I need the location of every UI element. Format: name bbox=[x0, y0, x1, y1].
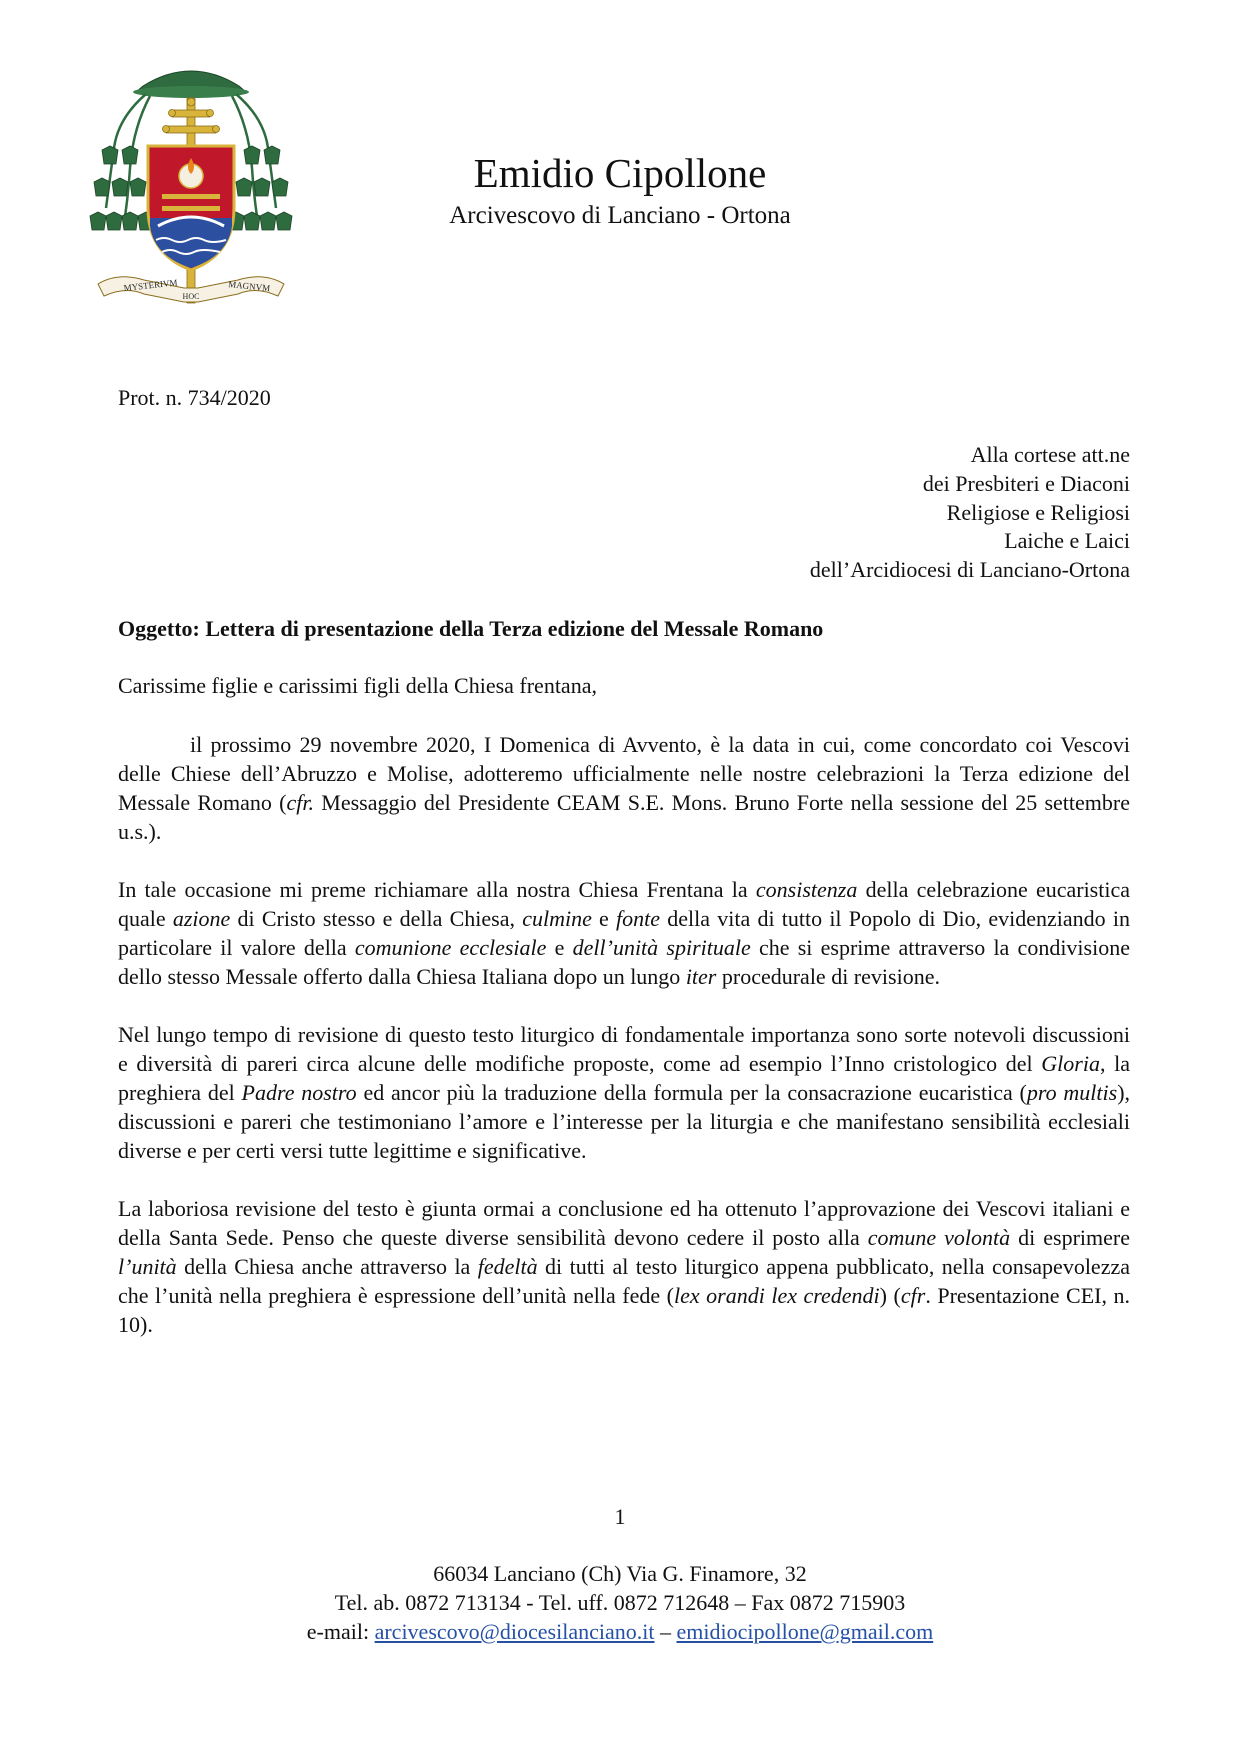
body-paragraph bbox=[118, 875, 1130, 991]
paragraph-text: della Chiesa anche attraverso la bbox=[176, 1254, 478, 1279]
motto-left: MYSTERIVM bbox=[123, 277, 178, 293]
page-number: 1 bbox=[614, 1504, 626, 1529]
italic-text: lex orandi lex credendi bbox=[673, 1283, 880, 1308]
recipients-block bbox=[810, 441, 1130, 585]
footer-address: 66034 Lanciano (Ch) Via G. Finamore, 32 bbox=[433, 1561, 807, 1586]
protocol-number: Prot. n. 734/2020 bbox=[118, 385, 271, 410]
italic-text: comune volontà bbox=[867, 1225, 1011, 1250]
email-link-arcivescovo[interactable]: arcivescovo@diocesilanciano.it bbox=[374, 1619, 655, 1644]
paragraph-text: procedurale di revisione. bbox=[716, 964, 940, 989]
archbishop-title: Arcivescovo di Lanciano - Ortona bbox=[449, 202, 791, 229]
letterhead bbox=[360, 148, 880, 232]
paragraph-text: Messaggio del Presidente CEAM S.E. Mons. Bruno Forte nella sessione del 25 settembre u.s.). bbox=[118, 790, 1131, 844]
paragraph-text: ), discussioni e pareri che testimoniano l’amore e l’interesse per la liturgia e che manifestano sensibilità ecclesiali diverse e per certi versi tutte legittime e significative. bbox=[118, 1080, 1131, 1163]
italic-text: Gloria bbox=[1041, 1051, 1100, 1076]
italic-text: Padre nostro bbox=[241, 1080, 357, 1105]
italic-text: consistenza bbox=[755, 877, 858, 902]
recipient-line: Alla cortese att.ne bbox=[970, 442, 1130, 467]
paragraph-text: il prossimo 29 novembre 2020, I Domenica di Avvento, è la data in cui, come concordato coi Vescovi delle Chiese dell’Abruzzo e Molise, adotteremo ufficialmente nelle nostre celebrazioni la Terza edizione del Messale Romano ( bbox=[118, 732, 1130, 815]
italic-text: cfr bbox=[900, 1283, 926, 1308]
paragraph-text: ed ancor più la traduzione della formula per la consacrazione eucaristica ( bbox=[356, 1080, 1027, 1105]
italic-text: fonte bbox=[616, 906, 661, 931]
italic-text: fedeltà bbox=[477, 1254, 538, 1279]
italic-text: culmine bbox=[522, 906, 592, 931]
recipient-line: dell’Arcidiocesi di Lanciano-Ortona bbox=[809, 557, 1130, 583]
body-paragraph bbox=[118, 730, 1130, 846]
paragraph-text: La laboriosa revisione del testo è giunta ormai a conclusione ed ha ottenuto l’approvazione dei Vescovi italiani e della Santa Sede. Penso che queste diverse sensibilità devono cedere il posto alla bbox=[118, 1196, 1130, 1250]
footer-contacts bbox=[0, 1559, 1240, 1646]
footer-phones: Tel. ab. 0872 713134 - Tel. uff. 0872 712648 – Fax 0872 715903 bbox=[334, 1590, 906, 1615]
email-label: e-mail: bbox=[306, 1619, 370, 1644]
salutation: Carissime figlie e carissimi figli della Chiesa frentana, bbox=[118, 673, 597, 698]
archbishop-name: Emidio Cipollone bbox=[473, 150, 767, 196]
paragraph-text: e bbox=[591, 906, 617, 931]
paragraph-text: . Presentazione CEI, n. 10). bbox=[118, 1283, 1131, 1337]
motto-center: HOC bbox=[182, 292, 200, 301]
paragraph-text: della vita di tutto il Popolo di Dio, evidenziando in particolare il valore della bbox=[118, 906, 1130, 960]
italic-text: comunione ecclesiale bbox=[354, 935, 547, 960]
paragraph-text: ) ( bbox=[879, 1283, 901, 1308]
motto-right: MAGNVM bbox=[227, 279, 271, 294]
recipient-line: dei Presbiteri e Diaconi bbox=[922, 470, 1130, 496]
paragraph-text: di esprimere bbox=[1010, 1225, 1130, 1250]
body-paragraph bbox=[118, 1020, 1130, 1165]
paragraph-text: che si esprime attraverso la condivisione dello stesso Messale offerto dalla Chiesa Italiana dopo un lungo bbox=[118, 935, 1130, 989]
subject-line: Oggetto: Lettera di presentazione della Terza edizione del Messale Romano bbox=[118, 616, 824, 641]
paragraph-text: della celebrazione eucaristica quale bbox=[118, 877, 1130, 931]
paragraph-text: e bbox=[546, 935, 573, 960]
italic-text: dell’unità spirituale bbox=[572, 935, 751, 960]
recipient-line: Religiose e Religiosi bbox=[946, 499, 1130, 525]
paragraph-text: , la preghiera del bbox=[118, 1051, 1130, 1105]
italic-text: pro multis bbox=[1026, 1080, 1118, 1105]
paragraph-text: di Cristo stesso e della Chiesa, bbox=[230, 906, 523, 931]
body-paragraph bbox=[118, 1194, 1130, 1339]
letter-body bbox=[118, 730, 1130, 1368]
email-separator: – bbox=[659, 1619, 671, 1644]
archiepiscopal-coat-of-arms-icon bbox=[88, 58, 294, 312]
italic-text: azione bbox=[172, 906, 231, 931]
italic-text: cfr. bbox=[286, 790, 314, 815]
paragraph-text: di tutti al testo liturgico appena pubblicato, nella consapevolezza che l’unità nella preghiera è espressione dell’unità nella fede ( bbox=[118, 1254, 1130, 1308]
email-link-personal[interactable]: emidiocipollone@gmail.com bbox=[676, 1619, 934, 1644]
italic-text: iter bbox=[685, 964, 717, 989]
recipient-line: Laiche e Laici bbox=[1004, 528, 1130, 554]
paragraph-text: Nel lungo tempo di revisione di questo testo liturgico di fondamentale importanza sono sorte notevoli discussioni e diversità di pareri circa alcune delle modifiche proposte, come ad esempio l’Inno cristologico del bbox=[118, 1022, 1130, 1076]
italic-text: l’unità bbox=[118, 1254, 177, 1279]
paragraph-text: In tale occasione mi preme richiamare alla nostra Chiesa Frentana la bbox=[118, 877, 756, 902]
footer-email-line bbox=[0, 1617, 1240, 1646]
